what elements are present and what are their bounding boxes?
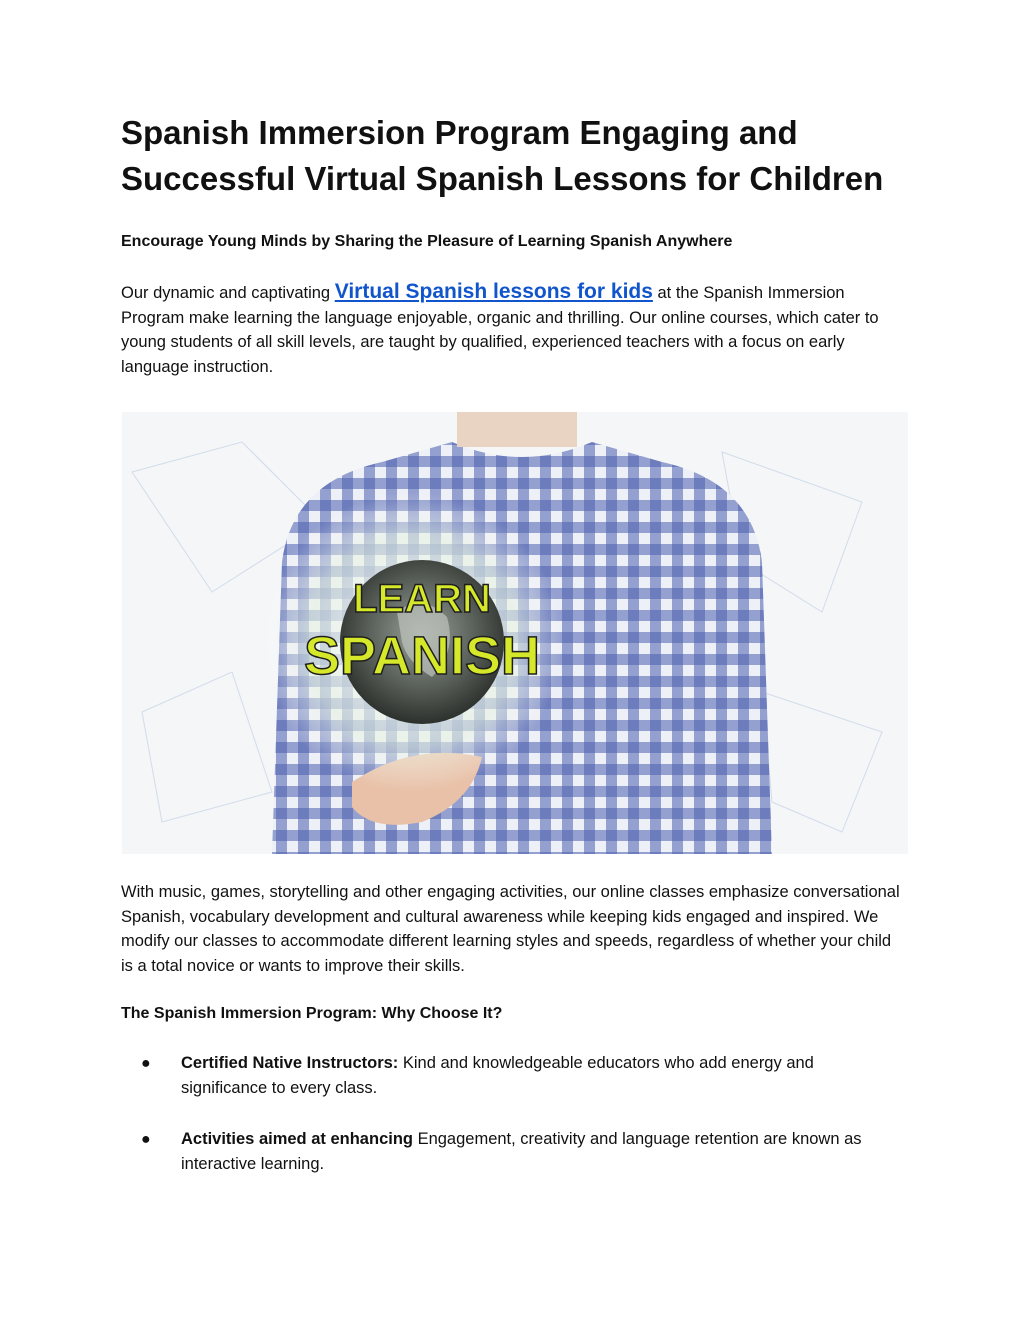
benefits-list: [121, 1051, 901, 1203]
bullet-icon: ●: [141, 1131, 151, 1148]
intro-text-after: at the Spanish Immersion Program make learning the language enjoyable, organic and thrilling. Our online courses, which cater to young students of all skill levels, are taught by qualified, experienced teachers with a focus on early language instruction.: [121, 284, 879, 376]
bullet-bold: Certified Native Instructors:: [181, 1054, 399, 1072]
intro-paragraph: [121, 280, 901, 379]
spanish-text: SPANISH: [303, 626, 541, 686]
bullet-text: Engagement, creativity and language retention are known as interactive learning.: [181, 1130, 862, 1173]
virtual-lessons-link[interactable]: Virtual Spanish lessons for kids: [334, 280, 653, 303]
section-heading: The Spanish Immersion Program: Why Choose It?: [121, 1005, 503, 1022]
intro-text-before: Our dynamic and captivating: [121, 284, 335, 302]
learn-spanish-illustration: [122, 412, 908, 854]
body-paragraph: With music, games, storytelling and other engaging activities, our online classes emphasize conversational Spanish, vocabulary development and cultural awareness while keeping kids engaged and inspired. We modify our classes to accommodate different learning styles and speeds, regardless of whether your child is a total novice or wants to improve their skills.: [121, 883, 900, 975]
page-title: Spanish Immersion Program Engaging and Successful Virtual Spanish Lessons for Children: [121, 114, 884, 197]
list-item: [121, 1051, 901, 1101]
subtitle: Encourage Young Minds by Sharing the Pleasure of Learning Spanish Anywhere: [121, 233, 733, 250]
list-item: [121, 1127, 901, 1177]
neck: [457, 412, 577, 447]
bullet-text: Kind and knowledgeable educators who add energy and significance to every class.: [181, 1054, 814, 1097]
bullet-icon: ●: [141, 1055, 151, 1072]
learn-text: LEARN: [353, 577, 491, 621]
bullet-bold: Activities aimed at enhancing: [181, 1130, 413, 1148]
